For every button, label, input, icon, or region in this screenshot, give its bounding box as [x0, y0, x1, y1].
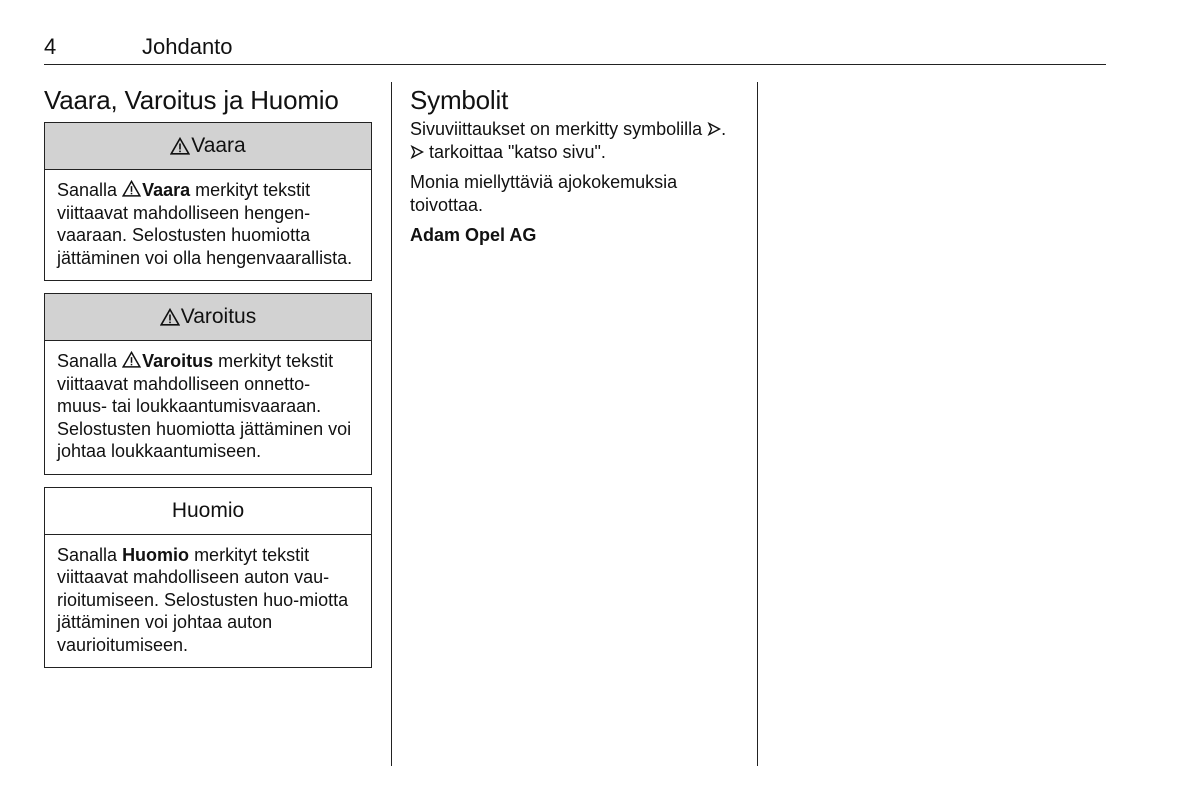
caution-box-text — [45, 535, 371, 668]
page-number: 4 — [44, 34, 57, 59]
danger-box-title — [45, 123, 371, 170]
symbols-paragraph — [410, 118, 740, 163]
warning-triangle-icon — [122, 351, 141, 368]
closing-paragraph: Monia miellyttäviä ajokokemuksia toivottaa. — [410, 172, 678, 215]
left-column — [44, 84, 372, 668]
caution-box — [44, 487, 372, 669]
danger-text-suffix: merkityt tekstit viittaavat mahdolliseen hengen-vaaraan. Selostusten huomiotta jättäminen voi olla hengenvaarallista. — [57, 180, 353, 268]
caution-text-prefix: Sanalla — [57, 544, 123, 565]
caution-keyword: Huomio — [122, 544, 190, 565]
warning-box-text — [45, 341, 371, 474]
section-title: Johdanto — [142, 34, 233, 59]
warning-keyword: Varoitus — [142, 351, 214, 371]
signature — [410, 224, 740, 247]
danger-box-text — [45, 170, 371, 280]
danger-text-prefix: Sanalla — [57, 180, 123, 200]
warning-text-prefix: Sanalla — [57, 351, 123, 371]
page-header — [44, 34, 1106, 65]
caution-box-title — [45, 488, 371, 535]
danger-keyword: Vaara — [142, 180, 191, 200]
warning-box-title-text: Varoitus — [180, 305, 257, 328]
section-heading: Vaara, Varoitus ja Huomio — [44, 85, 339, 115]
warning-triangle-icon — [122, 180, 141, 197]
danger-box — [44, 122, 372, 281]
page-reference-arrow-icon — [410, 145, 424, 159]
column-divider — [757, 82, 758, 766]
signature-text: Adam Opel AG — [410, 225, 537, 245]
middle-column — [410, 84, 740, 255]
caution-box-title-text: Huomio — [171, 498, 245, 522]
column-divider — [391, 82, 392, 766]
warning-triangle-icon — [160, 308, 180, 326]
symbols-heading: Symbolit — [410, 85, 509, 115]
caution-text-suffix: merkityt tekstit viittaavat mahdolliseen auton vau-rioitumiseen. Selostusten huo-miotta jättäminen voi johtaa auton vaurioitumiseen. — [57, 544, 349, 655]
page-reference-arrow-icon — [707, 122, 721, 136]
symbols-text-a: Sivuviittaukset on merkitty symbolilla — [410, 119, 708, 139]
danger-box-title-text: Vaara — [191, 134, 246, 157]
warning-box — [44, 293, 372, 475]
symbols-text-c: tarkoittaa "katso sivu". — [424, 141, 606, 162]
symbols-text-b: . — [721, 119, 727, 139]
warning-text-suffix: merkityt tekstit viittaavat mahdolliseen onnetto-muus- tai loukkaantumisvaaraan. Selostusten huomiotta jättäminen voi johtaa loukkaantumiseen. — [57, 351, 352, 461]
warning-box-title — [45, 294, 371, 341]
warning-triangle-icon — [170, 137, 190, 155]
